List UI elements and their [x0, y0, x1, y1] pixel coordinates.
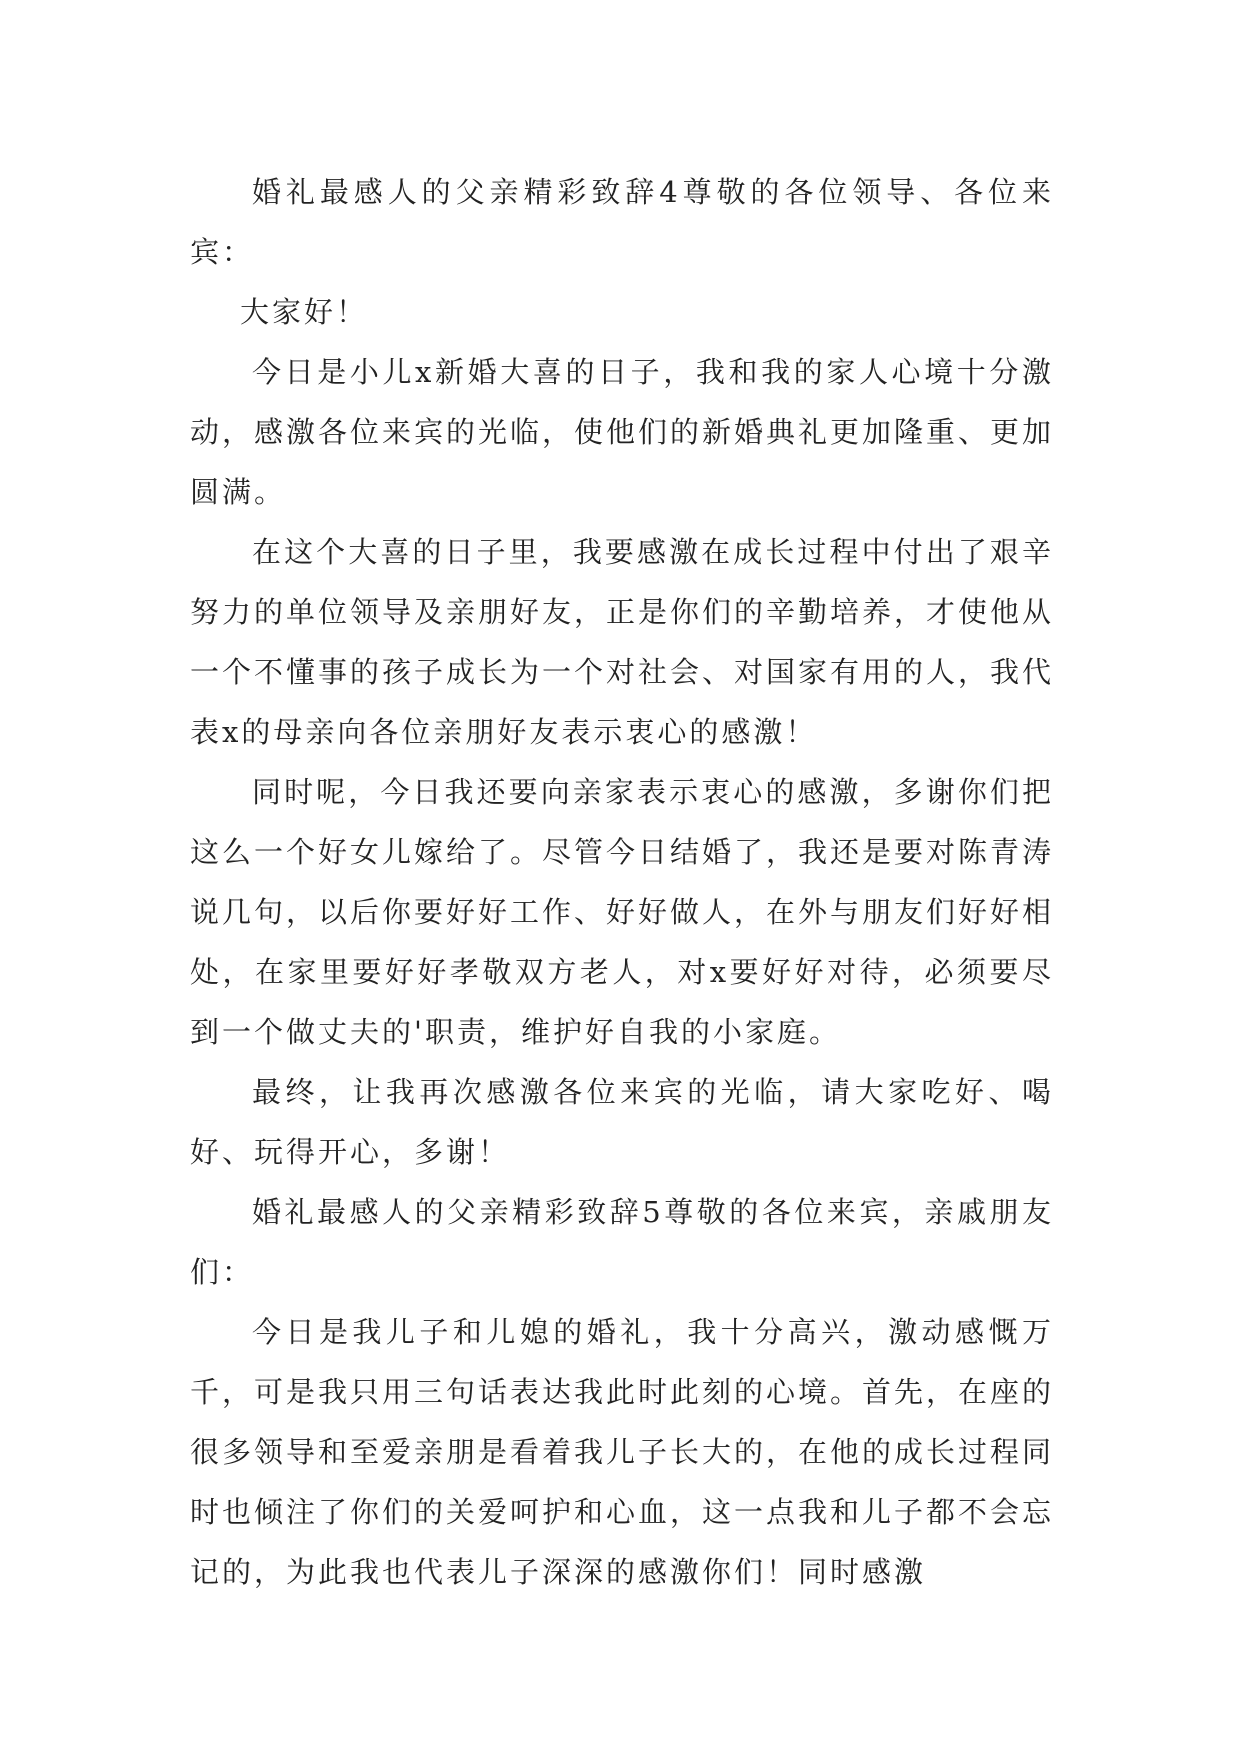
paragraph-closing: 最终，让我再次感激各位来宾的光临，请大家吃好、喝好、玩得开心，多谢！	[190, 1075, 1054, 1169]
greeting: 大家好！	[240, 295, 369, 329]
speech-4-heading: 婚礼最感人的父亲精彩致辞4尊敬的各位领导、各位来宾：	[190, 175, 1054, 269]
paragraph-speech-5-body: 今日是我儿子和儿媳的婚礼，我十分高兴，激动感慨万千，可是我只用三句话表达我此时此刻的心境。首先，在座的很多领导和至爱亲朋是看着我儿子长大的，在他的成长过程同时也倾注了你们的关爱呵护和心血，这一点我和儿子都不会忘记的，为此我也代表儿子深深的感激你们！同时感激	[190, 1315, 1055, 1589]
paragraph-thanks-in-laws: 同时呢，今日我还要向亲家表示衷心的感激，多谢你们把这么一个好女儿嫁给了。尽管今日结婚了，我还是要对陈青涛说几句，以后你要好好工作、好好做人，在外与朋友们好好相处，在家里要好好孝敬双方老人，对x要好好对待，必须要尽到一个做丈夫的'职责，维护好自我的小家庭。	[190, 775, 1055, 1049]
paragraph-thanks-friends: 在这个大喜的日子里，我要感激在成长过程中付出了艰辛努力的单位领导及亲朋好友，正是你们的辛勤培养，才使他从一个不懂事的孩子成长为一个对社会、对国家有用的人，我代表x的母亲向各位亲朋好友表示衷心的感激！	[190, 535, 1055, 749]
document-body	[190, 162, 1054, 1602]
speech-5-heading: 婚礼最感人的父亲精彩致辞5尊敬的各位来宾，亲戚朋友们：	[190, 1195, 1054, 1289]
paragraph-opening: 今日是小儿x新婚大喜的日子，我和我的家人心境十分激动，感激各位来宾的光临，使他们的新婚典礼更加隆重、更加圆满。	[190, 355, 1055, 509]
